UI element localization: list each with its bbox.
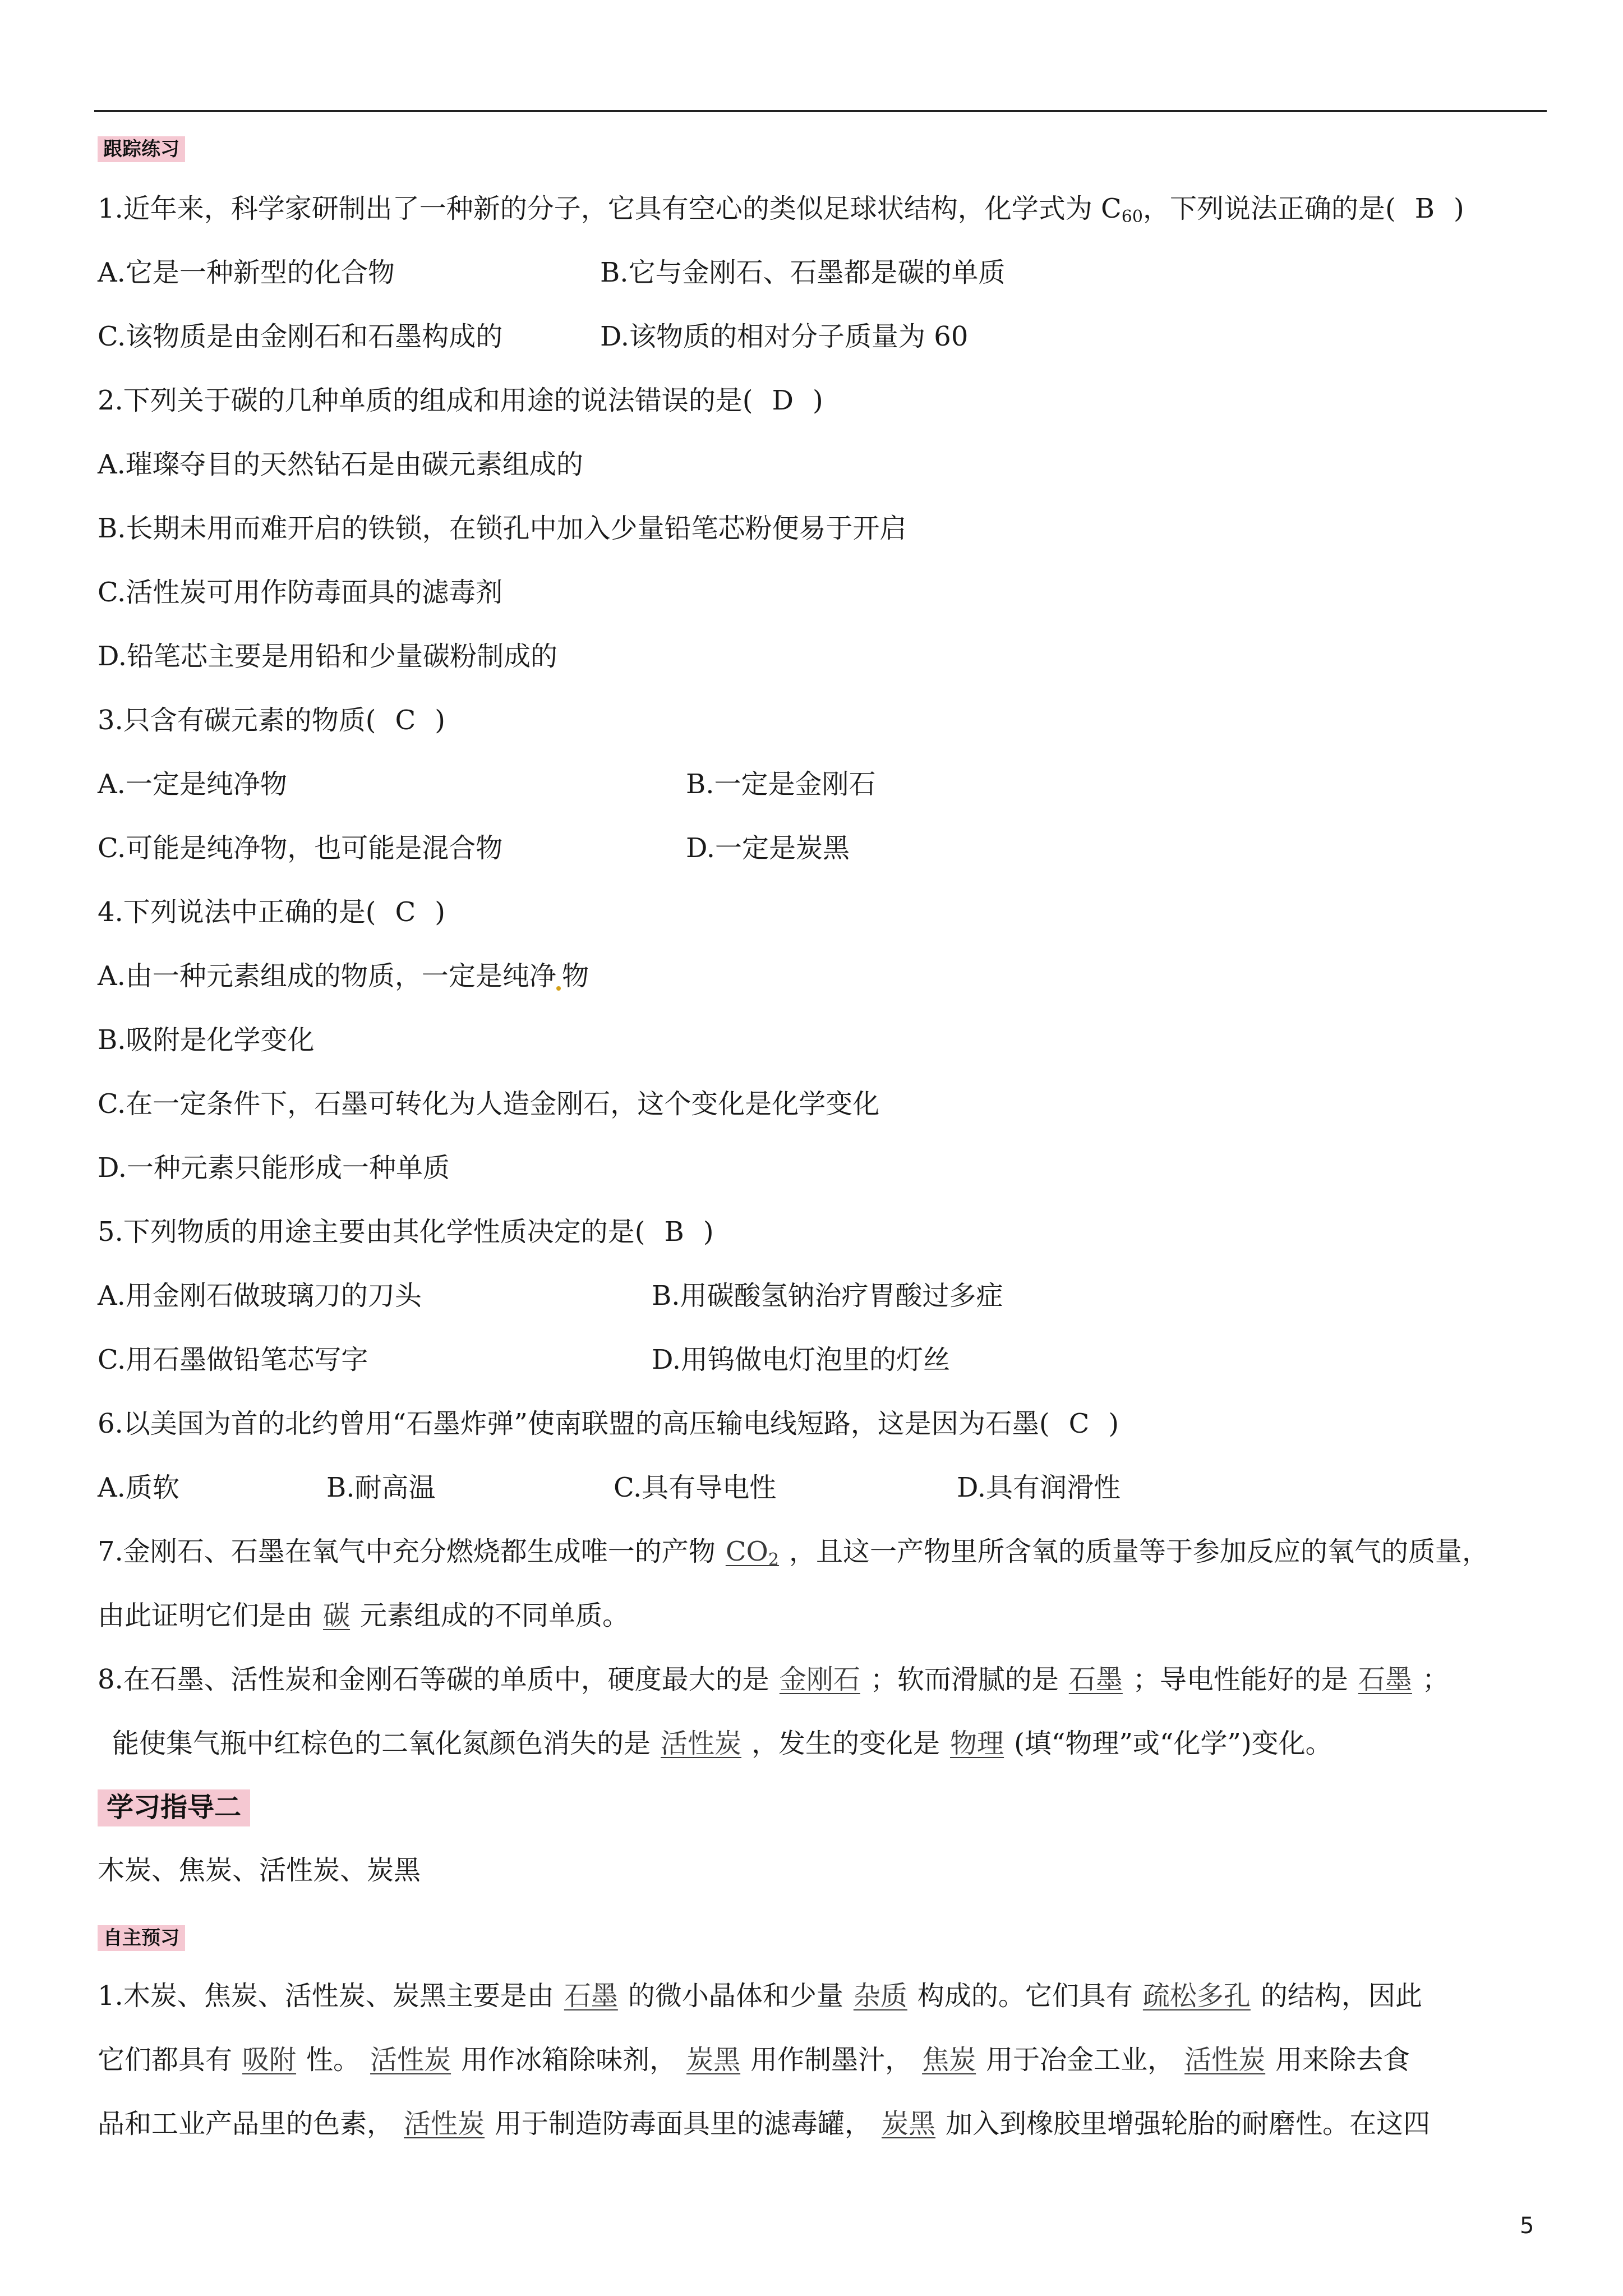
q7-blank-1-sub: 2: [768, 1550, 779, 1570]
q1-stem-text: 1.近年来，科学家研制出了一种新的分子，它具有空心的类似足球状结构，化学式为 C: [98, 193, 1122, 224]
question-6-stem: [98, 1406, 1119, 1442]
preview-text-2: 的微小晶体和少量: [628, 1980, 843, 2012]
q2-answer: D: [772, 385, 794, 416]
q8-text-7: (填“物理”或“化学”)变化。: [1014, 1728, 1332, 1759]
q8-text-4: ；: [1422, 1664, 1449, 1695]
question-2-stem: [98, 383, 823, 418]
q7-blank-2: 碳: [323, 1600, 351, 1631]
preview-blank-8: 活性炭: [1184, 2044, 1266, 2076]
q5-answer: B: [664, 1216, 684, 1248]
preview-blank-6: 炭黑: [686, 2044, 741, 2076]
q1-option-a: A.它是一种新型的化合物: [98, 257, 395, 288]
q8-text-6: ，发生的变化是: [751, 1728, 940, 1759]
preview-text-3: 构成的。它们具有: [917, 1980, 1133, 2012]
question-4-stem: [98, 894, 445, 930]
q5-stem-text: 5.下列物质的用途主要由其化学性质决定的是(: [98, 1216, 645, 1248]
q8-text-2: ；软而滑腻的是: [870, 1664, 1059, 1695]
q5-close: ): [703, 1216, 714, 1248]
preview-text-11: 品和工业产品里的色素，: [98, 2108, 394, 2139]
q4-option-a: [98, 958, 589, 994]
q3-option-a: A.一定是纯净物: [98, 769, 287, 800]
q8-blank-2: 石墨: [1068, 1664, 1123, 1695]
q7-blank-1-text: CO: [725, 1536, 768, 1567]
q4-stem-text: 4.下列说法中正确的是(: [98, 896, 376, 928]
q3-stem-text: 3.只含有碳元素的物质(: [98, 705, 376, 736]
q4-answer: C: [395, 896, 416, 928]
q6-option-a: A.质软: [98, 1472, 179, 1503]
question-8-line-1: [98, 1662, 1449, 1697]
section-tag-tracking: 跟踪练习: [98, 136, 185, 162]
q4-option-d: D.一种元素只能形成一种单质: [98, 1152, 450, 1184]
preview-line-2: [98, 2042, 1410, 2078]
question-8-line-2: [112, 1726, 1332, 1761]
q1-option-c: C.该物质是由金刚石和石墨构成的: [98, 321, 503, 352]
q5-option-d: D.用钨做电灯泡里的灯丝: [652, 1344, 951, 1375]
q1-close: ): [1454, 193, 1464, 224]
q2-close: ): [813, 385, 823, 416]
header-rule: [94, 110, 1547, 112]
q4-close: ): [435, 896, 445, 928]
question-7-line-2: [98, 1598, 629, 1634]
section-tag-preview: 自主预习: [98, 1925, 185, 1951]
q8-blank-1: 金刚石: [779, 1664, 860, 1695]
q2-option-c: C.活性炭可用作防毒面具的滤毒剂: [98, 577, 503, 608]
q8-blank-3: 石墨: [1358, 1664, 1412, 1695]
q4-option-b: B.吸附是化学变化: [98, 1024, 315, 1056]
q3-option-d: D.一定是炭黑: [686, 832, 850, 864]
page-number: 5: [1520, 2213, 1534, 2239]
q1-subscript: 60: [1121, 207, 1143, 227]
q2-option-b: B.长期未用而难开启的铁锁，在锁孔中加入少量铅笔芯粉便易于开启: [98, 513, 907, 544]
preview-blank-5: 活性炭: [370, 2044, 451, 2076]
q4-option-c: C.在一定条件下，石墨可转化为人造金刚石，这个变化是化学变化: [98, 1088, 880, 1120]
q6-answer: C: [1068, 1408, 1090, 1439]
q6-option-b: B.耐高温: [326, 1472, 436, 1503]
q2-option-d: D.铅笔芯主要是用铅和少量碳粉制成的: [98, 641, 558, 672]
preview-text-9: 用于冶金工业，: [986, 2044, 1175, 2076]
q3-close: ): [435, 705, 445, 736]
preview-blank-9: 活性炭: [404, 2108, 485, 2139]
q7-text-2: ，且这一产物里所含氧的质量等于参加反应的氧气的质量，: [789, 1536, 1489, 1567]
q6-option-d: D.具有润滑性: [957, 1472, 1121, 1503]
q4-option-a-tail: 物: [561, 960, 589, 992]
guide2-topic: 木炭、焦炭、活性炭、炭黑: [98, 1855, 421, 1886]
question-7-line-1: [98, 1534, 1489, 1578]
preview-line-3: [98, 2106, 1430, 2142]
q5-option-a: A.用金刚石做玻璃刀的刀头: [98, 1280, 422, 1312]
question-1-stem: [98, 191, 1464, 235]
q1-option-d: D.该物质的相对分子质量为 60: [600, 321, 969, 352]
preview-text-6: 性。: [306, 2044, 361, 2076]
preview-text-10: 用来除去食: [1275, 2044, 1410, 2076]
q3-answer: C: [395, 705, 416, 736]
q8-text-5: 能使集气瓶中红棕色的二氧化氮颜色消失的是: [112, 1728, 651, 1759]
preview-text-8: 用作制墨汁，: [750, 2044, 912, 2076]
q4-option-a-text: A.由一种元素组成的物质，一定是纯净: [98, 960, 556, 992]
section-tag-guide2: 学习指导二: [98, 1789, 250, 1826]
q3-option-c: C.可能是纯净物，也可能是混合物: [98, 832, 503, 864]
preview-text-13: 加入到橡胶里增强轮胎的耐磨性。在这四: [946, 2108, 1431, 2139]
q1-answer: B: [1414, 193, 1435, 224]
question-5-stem: [98, 1214, 714, 1250]
q8-text-1: 8.在石墨、活性炭和金刚石等碳的单质中，硬度最大的是: [98, 1664, 769, 1695]
stray-dot-mark: [556, 986, 561, 991]
q1-stem-tail: ，下列说法正确的是(: [1142, 193, 1396, 224]
preview-text-1: 1.木炭、焦炭、活性炭、炭黑主要是由: [98, 1980, 554, 2012]
q6-stem-text: 6.以美国为首的北约曾用“石墨炸弹”使南联盟的高压输电线短路，这是因为石墨(: [98, 1408, 1050, 1439]
q7-text-1: 7.金刚石、石墨在氧气中充分燃烧都生成唯一的产物: [98, 1536, 716, 1567]
q8-text-3: ；导电性能好的是: [1132, 1664, 1348, 1695]
q2-stem-text: 2.下列关于碳的几种单质的组成和用途的说法错误的是(: [98, 385, 753, 416]
preview-line-1: [98, 1978, 1422, 2014]
preview-blank-7: 焦炭: [922, 2044, 976, 2076]
q5-option-c: C.用石墨做铅笔芯写字: [98, 1344, 368, 1375]
q6-close: ): [1108, 1408, 1119, 1439]
question-3-stem: [98, 702, 445, 738]
q8-blank-5: 物理: [950, 1728, 1004, 1759]
q1-option-b: B.它与金刚石、石墨都是碳的单质: [600, 257, 1006, 288]
preview-blank-2: 杂质: [853, 1980, 907, 2012]
preview-blank-4: 吸附: [242, 2044, 297, 2076]
q3-option-b: B.一定是金刚石: [686, 769, 876, 800]
q6-option-c: C.具有导电性: [614, 1472, 777, 1503]
q7-text-3: 由此证明它们是由: [98, 1600, 313, 1631]
q2-option-a: A.璀璨夺目的天然钻石是由碳元素组成的: [98, 449, 583, 480]
preview-blank-1: 石墨: [564, 1980, 618, 2012]
q7-blank-1: [716, 1536, 789, 1570]
q5-option-b: B.用碳酸氢钠治疗胃酸过多症: [652, 1280, 1003, 1312]
preview-text-5: 它们都具有: [98, 2044, 233, 2076]
q8-blank-4: 活性炭: [661, 1728, 742, 1759]
preview-text-4: 的结构，因此: [1260, 1980, 1422, 2012]
q7-text-4: 元素组成的不同单质。: [360, 1600, 630, 1631]
preview-blank-10: 炭黑: [882, 2108, 936, 2139]
preview-text-7: 用作冰箱除味剂，: [461, 2044, 677, 2076]
preview-blank-3: 疏松多孔: [1142, 1980, 1251, 2012]
preview-text-12: 用于制造防毒面具里的滤毒罐，: [495, 2108, 872, 2139]
